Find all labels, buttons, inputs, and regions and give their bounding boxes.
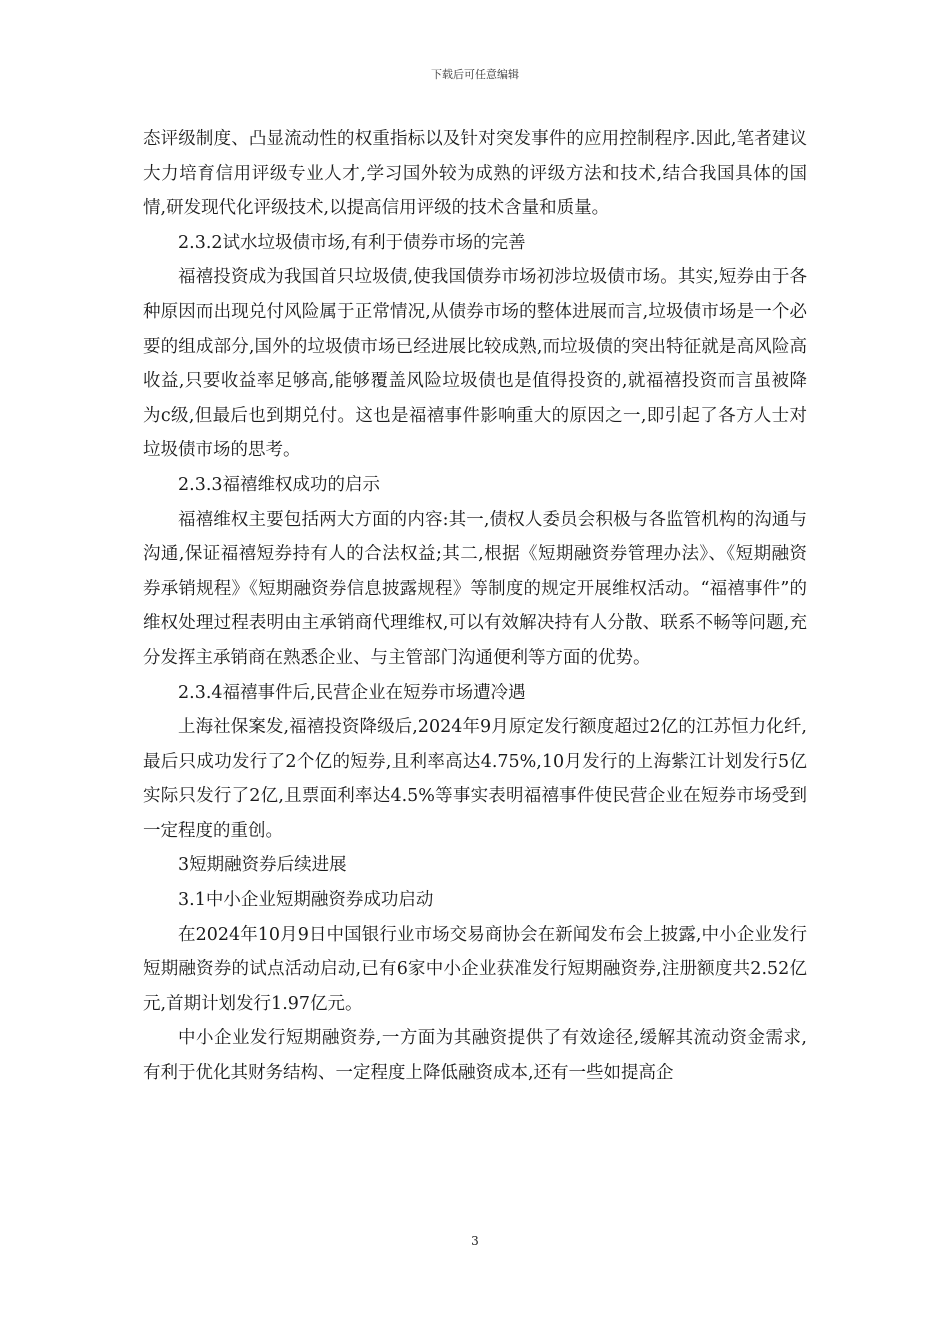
paragraph-junk-bond-market: 福禧投资成为我国首只垃圾债,使我国债券市场初涉垃圾债市场。其实,短券由于各种原因而出现兑付风险属于正常情况,从债券市场的整体进展而言,垃圾债市场是一个必要的组成部分,国外的垃圾债市场已经进展比较成熟,而垃圾债的突出特征就是高风险高收益,只要收益率足够高,能够覆盖风险垃圾债也是值得投资的,就福禧投资而言虽被降为c级,但最后也到期兑付。这也是福禧事件影响重大的原因之一,即引起了各方人士对垃圾债市场的思考。 (143, 267, 807, 461)
paragraph-continuation: 态评级制度、凸显流动性的权重指标以及针对突发事件的应用控制程序.因此,笔者建议大力培育信用评级专业人才,学习国外较为成熟的评级方法和技术,结合我国具体的国情,研发现代化评级技术,以提高信用评级的技术含量和质量。 (143, 129, 807, 219)
paragraph-sme-launch: 在2024年10月9日中国银行业市场交易商协会在新闻发布会上披露,中小企业发行短期融资券的试点活动启动,已有6家中小企业获准发行短期融资券,注册额度共2.52亿元,首期计划发行1.97亿元。 (143, 924, 807, 1014)
page-number: 3 (471, 1234, 479, 1248)
page-header: 下载后可任意编辑 (431, 68, 519, 81)
section-heading-2-3-3: 2.3.3福禧维权成功的启示 (178, 474, 381, 495)
section-heading-2-3-2: 2.3.2试水垃圾债市场,有利于债券市场的完善 (178, 232, 526, 253)
document-body (143, 122, 807, 1091)
paragraph-private-enterprises: 上海社保案发,福禧投资降级后,2024年9月原定发行额度超过2亿的江苏恒力化纤,最后只成功发行了2个亿的短券,且利率高达4.75%,10月发行的上海紫江计划发行5亿实际只发行了2亿,且票面利率达4.5%等事实表明福禧事件使民营企业在短券市场受到一定程度的重创。 (143, 717, 807, 841)
section-heading-2-3-4: 2.3.4福禧事件后,民营企业在短券市场遭冷遇 (178, 682, 526, 703)
paragraph-sme-benefits: 中小企业发行短期融资券,一方面为其融资提供了有效途径,缓解其流动资金需求,有利于优化其财务结构、一定程度上降低融资成本,还有一些如提高企 (143, 1028, 807, 1084)
section-heading-3: 3短期融资券后续进展 (178, 855, 347, 876)
section-heading-3-1: 3.1中小企业短期融资券成功启动 (178, 890, 434, 911)
paragraph-rights-protection: 福禧维权主要包括两大方面的内容:其一,债权人委员会积极与各监管机构的沟通与沟通,保证福禧短券持有人的合法权益;其二,根据《短期融资券管理办法》、《短期融资券承销规程》《短期融资券信息披露规程》等制度的规定开展维权活动。“福禧事件”的维权处理过程表明由主承销商代理维权,可以有效解决持有人分散、联系不畅等问题,充分发挥主承销商在熟悉企业、与主管部门沟通便利等方面的优势。 (143, 509, 807, 668)
